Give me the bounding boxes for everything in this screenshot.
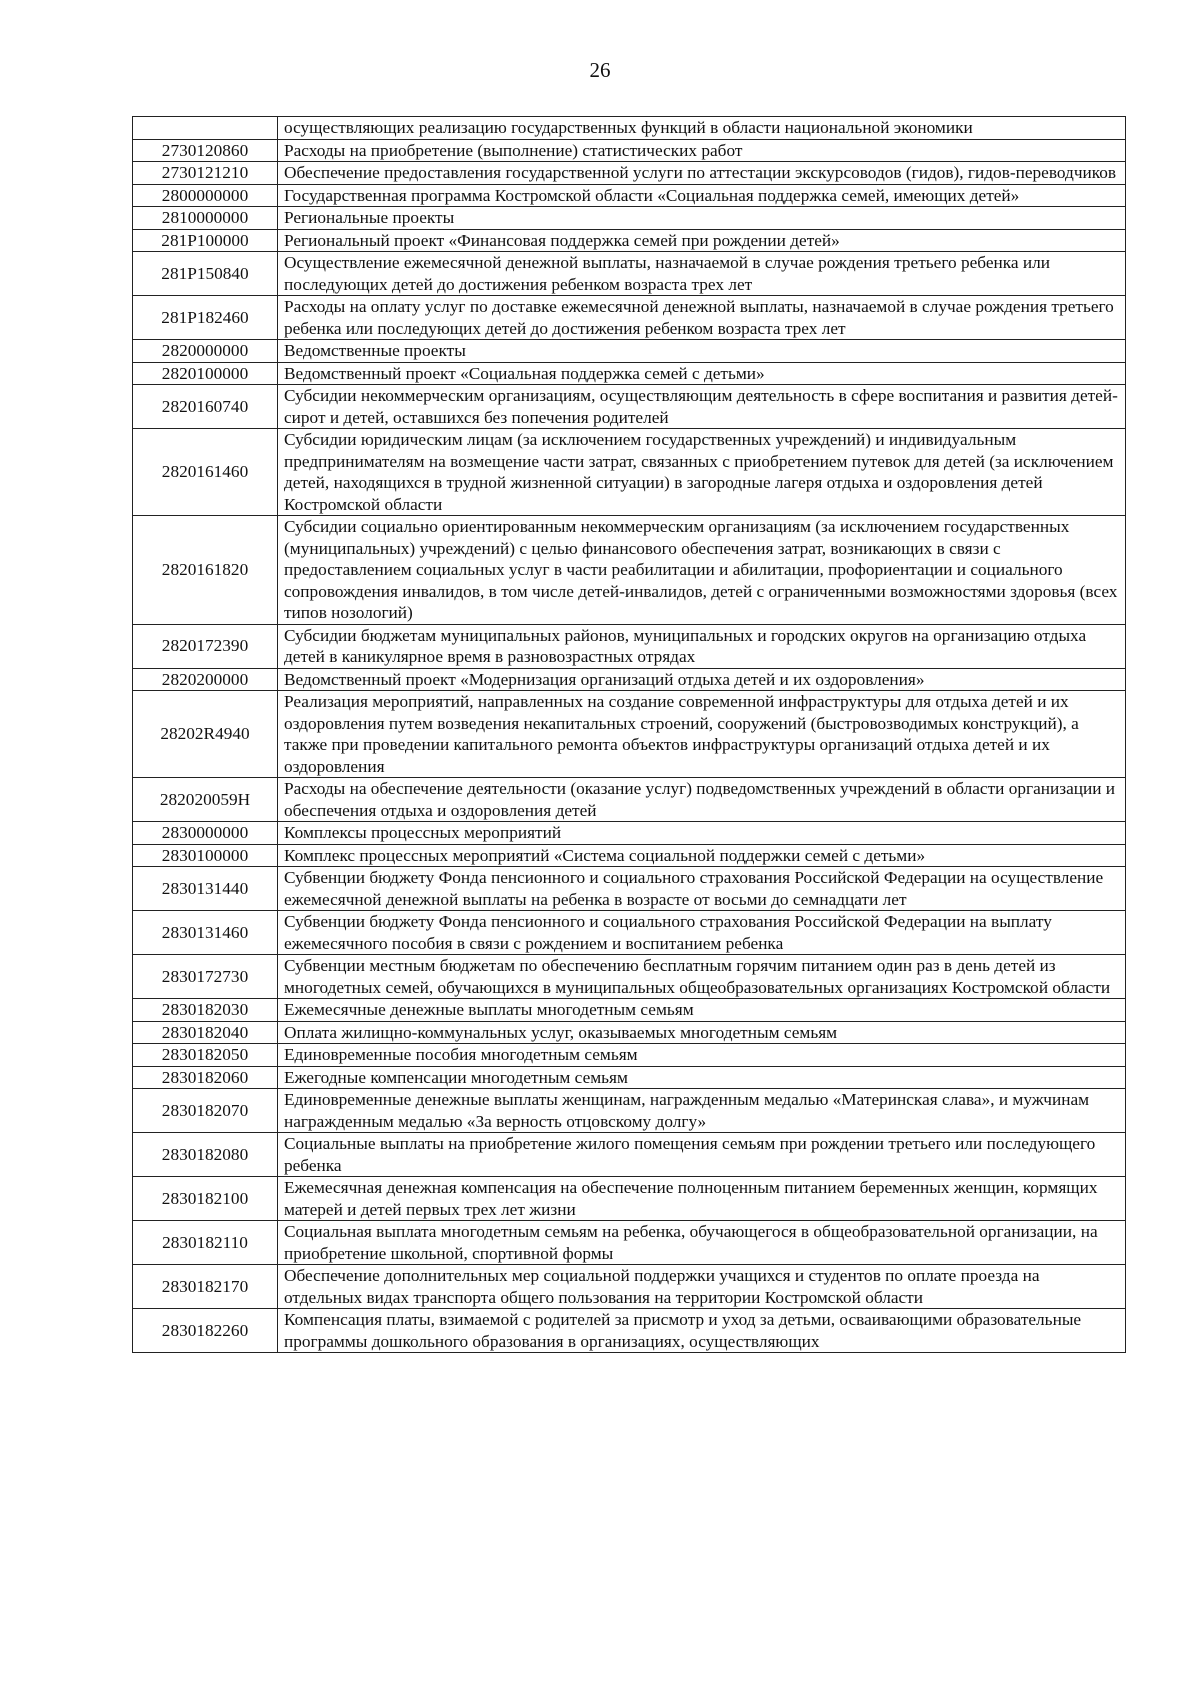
row-description: Государственная программа Костромской области «Социальная поддержка семей, имеющих детей» bbox=[278, 184, 1126, 207]
table-row bbox=[133, 867, 1126, 911]
row-description: Региональный проект «Финансовая поддержка семей при рождении детей» bbox=[278, 229, 1126, 252]
row-code: 2820100000 bbox=[133, 362, 278, 385]
row-code: 2830182070 bbox=[133, 1089, 278, 1133]
row-description: Субсидии социально ориентированным некоммерческим организациям (за исключением государственных (муниципальных) учреждений) с целью финансового обеспечения затрат, возникающих в связи с предоставлением социальных услуг в части реабилитации и абилитации, профориентации и социального сопровождения инвалидов, в том числе детей-инвалидов, детей с ограниченными возможностями здоровья (всех типов нозологий) bbox=[278, 516, 1126, 625]
table-row bbox=[133, 516, 1126, 625]
table-row bbox=[133, 229, 1126, 252]
row-code: 2830182080 bbox=[133, 1133, 278, 1177]
row-description: Обеспечение предоставления государственной услуги по аттестации экскурсоводов (гидов), гидов-переводчиков bbox=[278, 162, 1126, 185]
row-code: 2830000000 bbox=[133, 822, 278, 845]
table-row bbox=[133, 252, 1126, 296]
row-description: Единовременные пособия многодетным семьям bbox=[278, 1044, 1126, 1067]
row-description: Ежемесячная денежная компенсация на обеспечение полноценным питанием беременных женщин, кормящих матерей и детей первых трех лет жизни bbox=[278, 1177, 1126, 1221]
row-description: Ежегодные компенсации многодетным семьям bbox=[278, 1066, 1126, 1089]
table-row bbox=[133, 340, 1126, 363]
row-code bbox=[133, 117, 278, 140]
row-description: Единовременные денежные выплаты женщинам, награжденным медалью «Материнская слава», и мужчинам награжденным медалью «За верность отцовскому долгу» bbox=[278, 1089, 1126, 1133]
table-row bbox=[133, 162, 1126, 185]
table-row bbox=[133, 822, 1126, 845]
table-row bbox=[133, 1309, 1126, 1353]
row-code: 2830131460 bbox=[133, 911, 278, 955]
table-row bbox=[133, 1066, 1126, 1089]
table-row bbox=[133, 1265, 1126, 1309]
row-description: Ведомственный проект «Модернизация организаций отдыха детей и их оздоровления» bbox=[278, 668, 1126, 691]
row-description: Реализация мероприятий, направленных на создание современной инфраструктуры для отдыха детей и их оздоровления путем возведения некапитальных строений, сооружений (быстровозводимых конструкций), а также при проведении капитального ремонта объектов инфраструктуры организаций отдыха детей и их оздоровления bbox=[278, 691, 1126, 778]
table-row bbox=[133, 1221, 1126, 1265]
row-code: 2830182050 bbox=[133, 1044, 278, 1067]
table-row bbox=[133, 1089, 1126, 1133]
budget-classification-table bbox=[132, 116, 1126, 1353]
row-code: 2820172390 bbox=[133, 624, 278, 668]
row-code: 2820161460 bbox=[133, 429, 278, 516]
row-description: Оплата жилищно-коммунальных услуг, оказываемых многодетным семьям bbox=[278, 1021, 1126, 1044]
table-body bbox=[133, 117, 1126, 1353]
table-row bbox=[133, 429, 1126, 516]
row-description: Компенсация платы, взимаемой с родителей за присмотр и уход за детьми, осваивающими образовательные программы дошкольного образования в организациях, осуществляющих bbox=[278, 1309, 1126, 1353]
table-row bbox=[133, 691, 1126, 778]
row-description: осуществляющих реализацию государственных функций в области национальной экономики bbox=[278, 117, 1126, 140]
row-description: Расходы на обеспечение деятельности (оказание услуг) подведомственных учреждений в области организации и обеспечения отдыха и оздоровления детей bbox=[278, 778, 1126, 822]
row-code: 2830182040 bbox=[133, 1021, 278, 1044]
row-code: 2820160740 bbox=[133, 385, 278, 429]
table-row bbox=[133, 207, 1126, 230]
row-description: Осуществление ежемесячной денежной выплаты, назначаемой в случае рождения третьего ребенка или последующих детей до достижения ребенком возраста трех лет bbox=[278, 252, 1126, 296]
row-description: Социальные выплаты на приобретение жилого помещения семьям при рождении третьего или последующего ребенка bbox=[278, 1133, 1126, 1177]
table-row bbox=[133, 624, 1126, 668]
table-row bbox=[133, 844, 1126, 867]
row-description: Обеспечение дополнительных мер социальной поддержки учащихся и студентов по оплате проезда на отдельных видах транспорта общего пользования на территории Костромской области bbox=[278, 1265, 1126, 1309]
row-code: 2800000000 bbox=[133, 184, 278, 207]
row-description: Субсидии бюджетам муниципальных районов, муниципальных и городских округов на организацию отдыха детей в каникулярное время в разновозрастных отрядах bbox=[278, 624, 1126, 668]
row-code: 2830182060 bbox=[133, 1066, 278, 1089]
row-description: Расходы на оплату услуг по доставке ежемесячной денежной выплаты, назначаемой в случае рождения третьего ребенка или последующих детей до достижения ребенком возраста трех лет bbox=[278, 296, 1126, 340]
row-code: 2830182030 bbox=[133, 999, 278, 1022]
table-row bbox=[133, 668, 1126, 691]
table-row bbox=[133, 1177, 1126, 1221]
row-description: Ежемесячные денежные выплаты многодетным семьям bbox=[278, 999, 1126, 1022]
table-row bbox=[133, 911, 1126, 955]
row-code: 2820000000 bbox=[133, 340, 278, 363]
row-code: 2820200000 bbox=[133, 668, 278, 691]
row-code: 281P100000 bbox=[133, 229, 278, 252]
row-description: Ведомственный проект «Социальная поддержка семей с детьми» bbox=[278, 362, 1126, 385]
row-description: Субвенции местным бюджетам по обеспечению бесплатным горячим питанием один раз в день детей из многодетных семей, обучающихся в муниципальных общеобразовательных организациях Костромской области bbox=[278, 955, 1126, 999]
row-code: 2730121210 bbox=[133, 162, 278, 185]
row-description: Ведомственные проекты bbox=[278, 340, 1126, 363]
table-row bbox=[133, 117, 1126, 140]
row-description: Расходы на приобретение (выполнение) статистических работ bbox=[278, 139, 1126, 162]
table-row bbox=[133, 296, 1126, 340]
row-description: Субвенции бюджету Фонда пенсионного и социального страхования Российской Федерации на осуществление ежемесячной денежной выплаты на ребенка в возрасте от восьми до семнадцати лет bbox=[278, 867, 1126, 911]
row-code: 2830182170 bbox=[133, 1265, 278, 1309]
row-description: Субсидии юридическим лицам (за исключением государственных учреждений) и индивидуальным предпринимателям на возмещение части затрат, связанных с приобретением путевок для детей (за исключением детей, находящихся в трудной жизненной ситуации) в загородные лагеря отдыха и оздоровления детей Костромской области bbox=[278, 429, 1126, 516]
row-description: Региональные проекты bbox=[278, 207, 1126, 230]
row-code: 2810000000 bbox=[133, 207, 278, 230]
row-code: 281P150840 bbox=[133, 252, 278, 296]
row-code: 2830182260 bbox=[133, 1309, 278, 1353]
row-description: Комплексы процессных мероприятий bbox=[278, 822, 1126, 845]
table-row bbox=[133, 385, 1126, 429]
table-row bbox=[133, 139, 1126, 162]
row-code: 2820161820 bbox=[133, 516, 278, 625]
row-description: Субвенции бюджету Фонда пенсионного и социального страхования Российской Федерации на выплату ежемесячного пособия в связи с рождением и воспитанием ребенка bbox=[278, 911, 1126, 955]
row-code: 281P182460 bbox=[133, 296, 278, 340]
table-row bbox=[133, 362, 1126, 385]
row-code: 282020059Н bbox=[133, 778, 278, 822]
table-row bbox=[133, 184, 1126, 207]
row-description: Социальная выплата многодетным семьям на ребенка, обучающегося в общеобразовательной организации, на приобретение школьной, спортивной формы bbox=[278, 1221, 1126, 1265]
table-row bbox=[133, 1044, 1126, 1067]
page-number: 26 bbox=[589, 58, 611, 82]
row-code: 28202R4940 bbox=[133, 691, 278, 778]
table-row bbox=[133, 999, 1126, 1022]
table-row bbox=[133, 778, 1126, 822]
row-code: 2830182100 bbox=[133, 1177, 278, 1221]
row-code: 2830182110 bbox=[133, 1221, 278, 1265]
row-description: Субсидии некоммерческим организациям, осуществляющим деятельность в сфере воспитания и развития детей-сирот и детей, оставшихся без попечения родителей bbox=[278, 385, 1126, 429]
row-code: 2730120860 bbox=[133, 139, 278, 162]
row-code: 2830131440 bbox=[133, 867, 278, 911]
table-row bbox=[133, 1133, 1126, 1177]
table-row bbox=[133, 955, 1126, 999]
table-row bbox=[133, 1021, 1126, 1044]
row-description: Комплекс процессных мероприятий «Система социальной поддержки семей с детьми» bbox=[278, 844, 1126, 867]
row-code: 2830100000 bbox=[133, 844, 278, 867]
row-code: 2830172730 bbox=[133, 955, 278, 999]
